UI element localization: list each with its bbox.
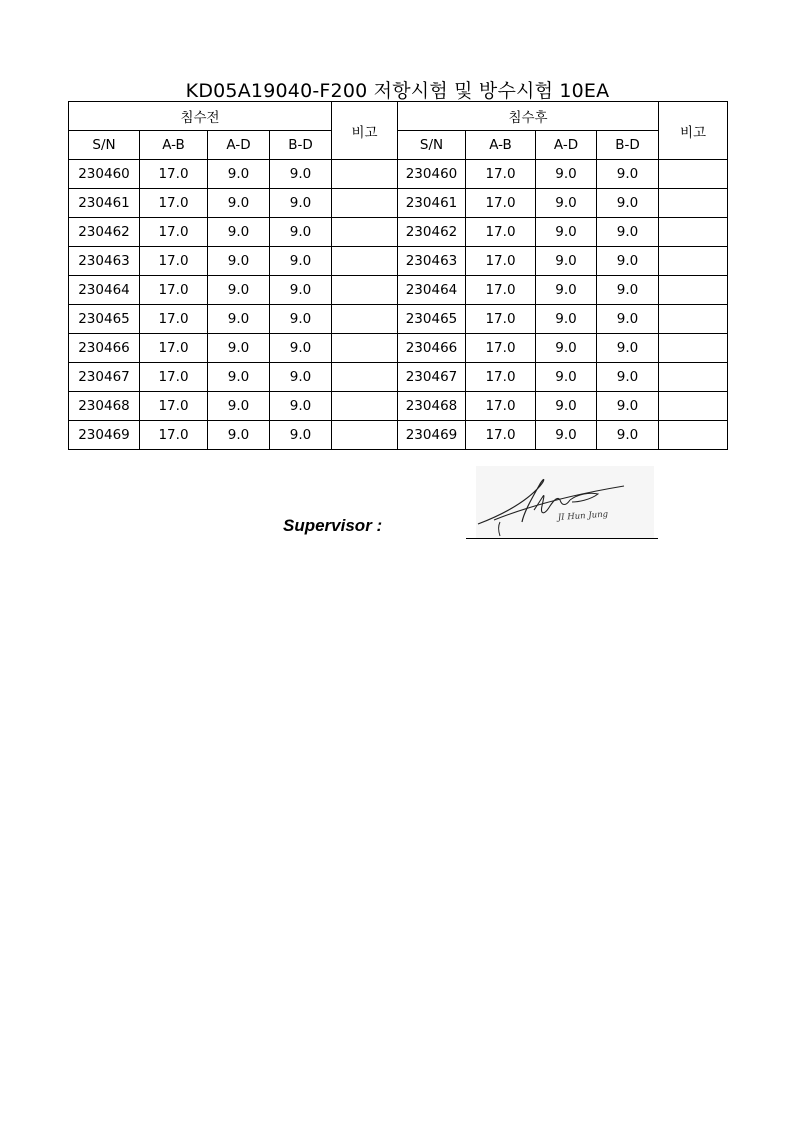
remark-cell: [332, 421, 398, 450]
sn-cell: 230466: [69, 334, 140, 363]
table-row: [69, 189, 728, 218]
ab-value-after: 17.0: [466, 392, 536, 421]
bd-value-after: 9.0: [597, 247, 659, 276]
ab-value-after: 17.0: [466, 363, 536, 392]
sn-cell: 230468: [69, 392, 140, 421]
sn-cell-after: 230464: [398, 276, 466, 305]
sn-cell: 230461: [69, 189, 140, 218]
ab-value-after: 17.0: [466, 276, 536, 305]
bd-value: 9.0: [270, 334, 332, 363]
remark-cell-after: [659, 363, 728, 392]
bd-value: 9.0: [270, 276, 332, 305]
ab-value-after: 17.0: [466, 305, 536, 334]
ad-value: 9.0: [208, 392, 270, 421]
ad-value: 9.0: [208, 276, 270, 305]
table-row: [69, 363, 728, 392]
ab-value: 17.0: [140, 392, 208, 421]
bd-value-after: 9.0: [597, 276, 659, 305]
remark-cell-after: [659, 247, 728, 276]
ab-value: 17.0: [140, 276, 208, 305]
ad-value: 9.0: [208, 247, 270, 276]
table-row: [69, 218, 728, 247]
remark-cell-after: [659, 392, 728, 421]
ad-value-after: 9.0: [536, 218, 597, 247]
remark-header-after: 비고: [659, 102, 728, 160]
ad-value: 9.0: [208, 363, 270, 392]
table-row: [69, 276, 728, 305]
remark-cell: [332, 160, 398, 189]
ab-value-after: 17.0: [466, 189, 536, 218]
sn-cell-after: 230468: [398, 392, 466, 421]
ab-value: 17.0: [140, 189, 208, 218]
before-immersion-header: 침수전: [69, 102, 332, 131]
resistance-test-table: [68, 101, 728, 450]
supervisor-signature: [474, 466, 654, 538]
ad-value: 9.0: [208, 305, 270, 334]
bd-value-after: 9.0: [597, 392, 659, 421]
sn-cell: 230462: [69, 218, 140, 247]
sn-cell: 230464: [69, 276, 140, 305]
document-title: KD05A19040-F200 저항시험 및 방수시험 10EA: [185, 80, 610, 102]
ad-value-after: 9.0: [536, 305, 597, 334]
sn-cell-after: 230463: [398, 247, 466, 276]
bd-value: 9.0: [270, 189, 332, 218]
remark-cell-after: [659, 334, 728, 363]
ad-value: 9.0: [208, 421, 270, 450]
ab-value-after: 17.0: [466, 421, 536, 450]
ab-value-after: 17.0: [466, 247, 536, 276]
bd-value: 9.0: [270, 305, 332, 334]
sn-cell-after: 230467: [398, 363, 466, 392]
bd-value-after: 9.0: [597, 421, 659, 450]
remark-cell: [332, 392, 398, 421]
ad-value-after: 9.0: [536, 160, 597, 189]
ab-value: 17.0: [140, 334, 208, 363]
supervisor-label: Supervisor :: [283, 516, 383, 535]
ad-value-after: 9.0: [536, 392, 597, 421]
col-header-bd: B-D: [270, 131, 332, 160]
sn-cell: 230469: [69, 421, 140, 450]
table-row: [69, 334, 728, 363]
bd-value-after: 9.0: [597, 334, 659, 363]
ad-value-after: 9.0: [536, 189, 597, 218]
remark-cell: [332, 247, 398, 276]
remark-cell: [332, 305, 398, 334]
ad-value-after: 9.0: [536, 247, 597, 276]
remark-cell-after: [659, 160, 728, 189]
ab-value-after: 17.0: [466, 160, 536, 189]
sn-cell: 230463: [69, 247, 140, 276]
col-header-sn: S/N: [398, 131, 466, 160]
bd-value: 9.0: [270, 160, 332, 189]
ab-value: 17.0: [140, 218, 208, 247]
remark-cell-after: [659, 421, 728, 450]
ad-value-after: 9.0: [536, 421, 597, 450]
signature-line: [466, 538, 658, 539]
ad-value: 9.0: [208, 160, 270, 189]
bd-value-after: 9.0: [597, 218, 659, 247]
sn-cell: 230460: [69, 160, 140, 189]
sn-cell: 230467: [69, 363, 140, 392]
col-header-sn: S/N: [69, 131, 140, 160]
ab-value: 17.0: [140, 160, 208, 189]
ab-value: 17.0: [140, 421, 208, 450]
bd-value-after: 9.0: [597, 189, 659, 218]
remark-cell: [332, 189, 398, 218]
bd-value-after: 9.0: [597, 305, 659, 334]
ad-value-after: 9.0: [536, 363, 597, 392]
table-row: [69, 305, 728, 334]
remark-cell: [332, 363, 398, 392]
table-row: [69, 421, 728, 450]
sn-cell: 230465: [69, 305, 140, 334]
ad-value-after: 9.0: [536, 276, 597, 305]
bd-value: 9.0: [270, 392, 332, 421]
remark-cell: [332, 334, 398, 363]
remark-cell-after: [659, 276, 728, 305]
after-immersion-header: 침수후: [398, 102, 659, 131]
ab-value: 17.0: [140, 363, 208, 392]
signature-image: [474, 466, 654, 538]
table-row: [69, 160, 728, 189]
col-header-bd: B-D: [597, 131, 659, 160]
col-header-ad: A-D: [208, 131, 270, 160]
col-header-ab: A-B: [140, 131, 208, 160]
remark-cell-after: [659, 189, 728, 218]
remark-cell-after: [659, 218, 728, 247]
ad-value: 9.0: [208, 189, 270, 218]
table-row: [69, 392, 728, 421]
col-header-ad: A-D: [536, 131, 597, 160]
bd-value: 9.0: [270, 421, 332, 450]
col-header-ab: A-B: [466, 131, 536, 160]
bd-value-after: 9.0: [597, 363, 659, 392]
remark-header-before: 비고: [332, 102, 398, 160]
signature-name: JI Hun Jung: [557, 509, 609, 523]
sn-cell-after: 230469: [398, 421, 466, 450]
bd-value: 9.0: [270, 247, 332, 276]
sn-cell-after: 230462: [398, 218, 466, 247]
ab-value: 17.0: [140, 305, 208, 334]
bd-value-after: 9.0: [597, 160, 659, 189]
sn-cell-after: 230460: [398, 160, 466, 189]
ad-value-after: 9.0: [536, 334, 597, 363]
remark-cell: [332, 276, 398, 305]
ad-value: 9.0: [208, 218, 270, 247]
table-row: [69, 247, 728, 276]
ab-value-after: 17.0: [466, 334, 536, 363]
sn-cell-after: 230465: [398, 305, 466, 334]
remark-cell-after: [659, 305, 728, 334]
remark-cell: [332, 218, 398, 247]
sn-cell-after: 230461: [398, 189, 466, 218]
ad-value: 9.0: [208, 334, 270, 363]
ab-value: 17.0: [140, 247, 208, 276]
bd-value: 9.0: [270, 218, 332, 247]
bd-value: 9.0: [270, 363, 332, 392]
sn-cell-after: 230466: [398, 334, 466, 363]
ab-value-after: 17.0: [466, 218, 536, 247]
